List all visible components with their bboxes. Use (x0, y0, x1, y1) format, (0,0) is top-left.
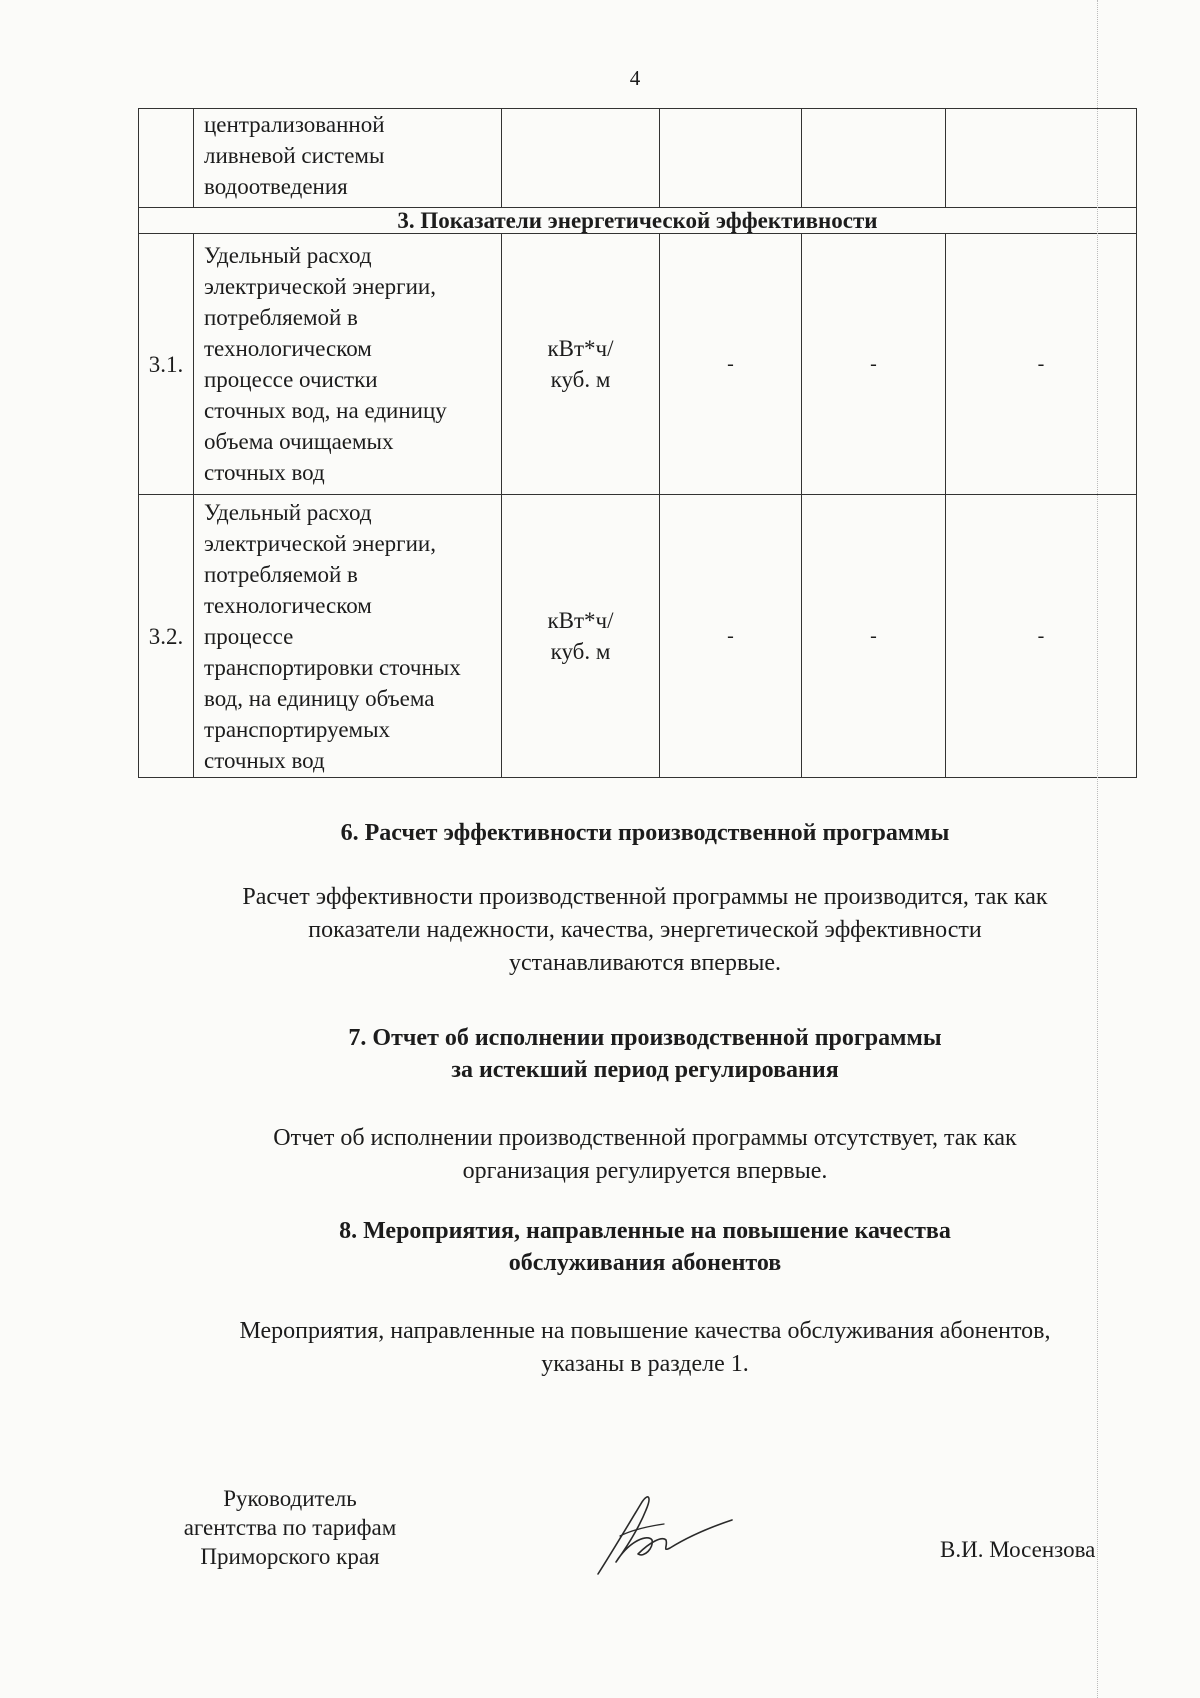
title-line: за истекший период регулирования (451, 1057, 839, 1083)
indicator-name-line: сточных вод (204, 460, 325, 485)
body-line: Расчет эффективности производственной программы не производится, так как (242, 884, 1048, 910)
section-8-title (0, 1215, 1200, 1279)
page-number: 4 (629, 66, 641, 90)
section-8-body (140, 1315, 1150, 1381)
body-line: Мероприятия, направленные на повышение качества обслуживания абонентов, (239, 1318, 1051, 1344)
page-fold-line (1097, 0, 1098, 1698)
indicator-name-line: сточных вод, на единицу (204, 398, 447, 423)
value-cell: - (802, 234, 946, 495)
section-header: 3. Показатели энергетической эффективности (139, 208, 1137, 234)
unit-line: кВт*ч/ (547, 608, 614, 633)
signatory-position (140, 1484, 440, 1571)
title-line: 8. Мероприятия, направленные на повышение качества (339, 1218, 951, 1244)
indicator-name-line: централизованной (204, 112, 385, 137)
value-cell: - (946, 234, 1137, 495)
section-7-body (140, 1122, 1150, 1188)
signatory-name: В.И. Мосензова (940, 1537, 1096, 1562)
indicator-name-line: транспортируемых (204, 716, 391, 742)
unit-cell (502, 234, 660, 495)
indicators-table (138, 108, 1137, 778)
section-6-title: 6. Расчет эффективности производственной программы (340, 820, 950, 846)
indicator-name-line: Удельный расход (204, 243, 372, 268)
indicator-name-line: электрической энергии, (204, 530, 436, 556)
body-line: указаны в разделе 1. (541, 1351, 749, 1377)
section-7-title (0, 1022, 1200, 1086)
position-line: Руководитель (223, 1486, 357, 1511)
title-line: 7. Отчет об исполнении производственной программы (348, 1025, 942, 1051)
section-6-body (140, 881, 1150, 980)
indicator-name-line: вод, на единицу объема (204, 685, 435, 711)
position-line: Приморского края (200, 1544, 380, 1569)
unit-cell (502, 495, 660, 778)
indicator-name-cell (194, 495, 502, 778)
unit-line: куб. м (550, 367, 611, 392)
value-cell: - (660, 234, 802, 495)
table-row (139, 109, 1137, 208)
indicator-name-line: объема очищаемых (204, 429, 394, 454)
indicator-name-line: ливневой системы (204, 143, 385, 168)
unit-line: кВт*ч/ (547, 336, 614, 361)
table-row (139, 234, 1137, 495)
value-cell: - (802, 495, 946, 778)
row-number: 3.1. (139, 234, 194, 495)
handwritten-signature (590, 1490, 740, 1580)
indicator-name-cell (194, 234, 502, 495)
value-cell: - (660, 495, 802, 778)
indicator-name-line: потребляемой в (204, 561, 358, 587)
value-cell (946, 109, 1137, 208)
indicator-name-line: технологическом (204, 592, 372, 618)
unit-line: куб. м (550, 639, 611, 664)
row-number: 3.2. (139, 495, 194, 778)
indicator-name-line: сточных вод (204, 747, 325, 773)
value-cell: - (946, 495, 1137, 778)
row-number-cell (139, 109, 194, 208)
indicator-name-line: водоотведения (204, 174, 348, 199)
title-line: обслуживания абонентов (508, 1250, 782, 1276)
value-cell (802, 109, 946, 208)
indicator-name-cell (194, 109, 502, 208)
indicator-name-line: транспортировки сточных (204, 654, 461, 680)
body-line: показатели надежности, качества, энергетической эффективности (308, 917, 982, 943)
indicator-name-line: технологическом (204, 336, 372, 361)
unit-cell (502, 109, 660, 208)
indicator-name-line: электрической энергии, (204, 274, 436, 299)
table-row (139, 495, 1137, 778)
position-line: агентства по тарифам (183, 1515, 397, 1540)
indicator-name-line: Удельный расход (204, 499, 372, 525)
indicator-name-line: процессе очистки (204, 367, 378, 392)
body-line: устанавливаются впервые. (508, 950, 782, 976)
body-line: организация регулируется впервые. (462, 1158, 828, 1184)
value-cell (660, 109, 802, 208)
body-line: Отчет об исполнении производственной программы отсутствует, так как (273, 1125, 1017, 1151)
indicator-name-line: процессе (204, 623, 294, 649)
section-header-row (139, 208, 1137, 234)
indicator-name-line: потребляемой в (204, 305, 358, 330)
